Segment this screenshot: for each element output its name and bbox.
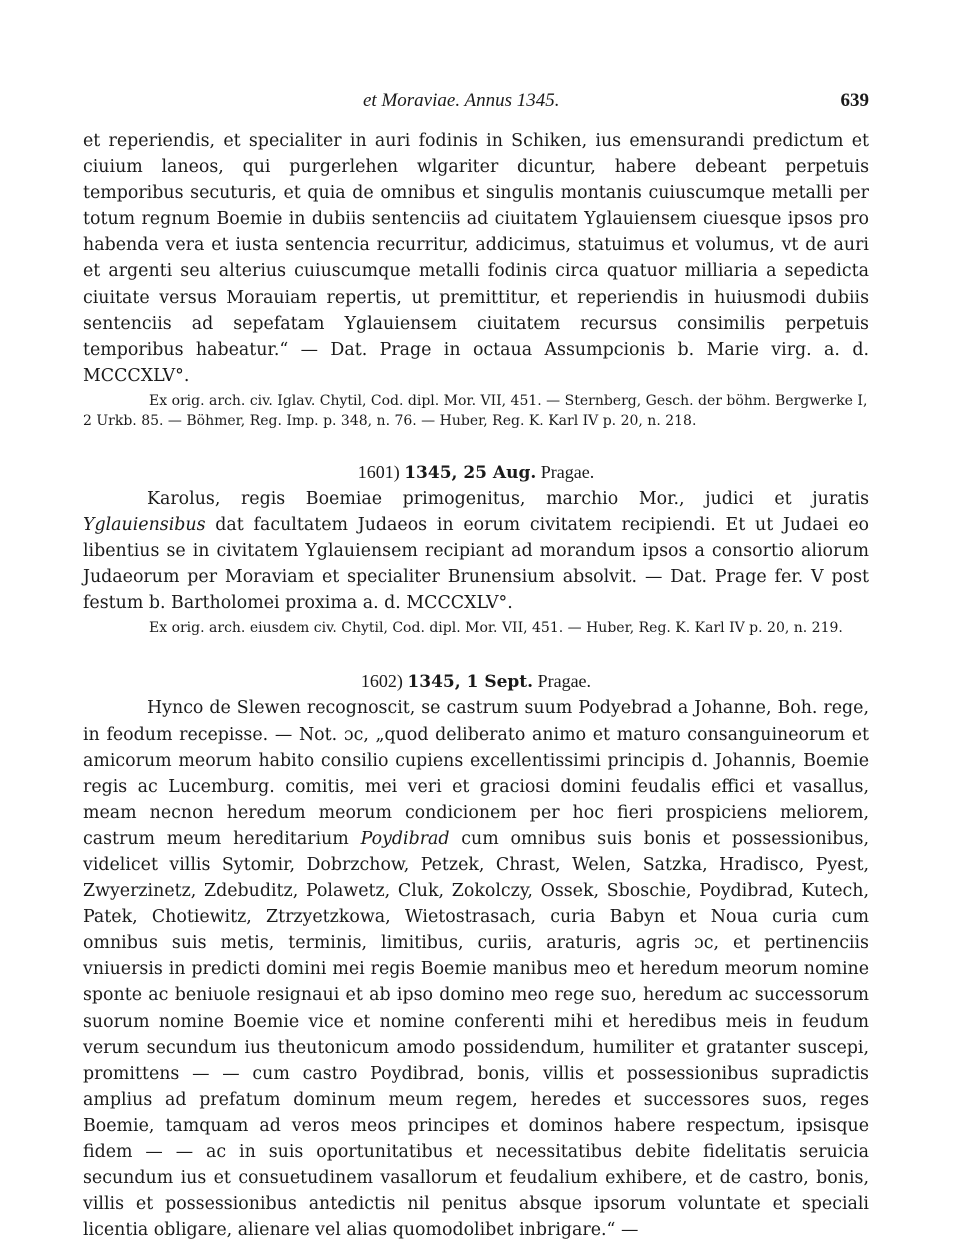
text-segment: Hynco de Slewen recognoscit, se castrum suum Podyebrad a Johanne, Boh. rege, in feodum recepisse. — Not. ɔc, „quod deliberato animo et maturo consanguineorum et amicorum meorum habito consilio cupiens excellentissimi principis d. Johannis, Boemie regis ac Lucemburg. comitis, mei veri et graciosi domini feudalis effici et vasallus, meam necnon heredum meorum condicionem per hoc fieri prospiciens meliorem, castrum meum hereditarium: [83, 698, 869, 849]
document-1600-source: [83, 391, 869, 431]
italic-term: Yglauiensibus: [83, 515, 206, 536]
document-date: 1345, 1 Sept.: [407, 672, 534, 693]
document-1601-source: [83, 618, 869, 638]
document-1602-text: [83, 695, 869, 1243]
italic-term: Poydibrad: [360, 828, 450, 849]
document-number: 1602): [360, 671, 403, 692]
text-segment: dat facultatem Judaeos in eorum civitatem recipiendi. Et ut Judaei eo libentius se in civitatem Yglauiensem recipiant ad morandum ipsos a consortio aliorum Judaeorum per Moraviam et specialiter Brunensium absolvit. — Dat. Prage fer. V post festum b. Bartholomei proxima a. d. MCCCXLV°.: [83, 515, 869, 614]
running-title: et Moraviae. Annus 1345.: [363, 90, 560, 111]
source-line: Ex orig. arch. civ. Iglav. Chytil, Cod. dipl. Mor. VII, 451. — Sternberg, Gesch. der böhm. Bergwerke I,: [149, 392, 868, 409]
document-1601-text: [83, 486, 869, 616]
document-1602-heading: [83, 668, 869, 695]
document-place: Pragae.: [540, 461, 595, 482]
source-line: 2 Urkb. 85. — Böhmer, Reg. Imp. p. 348, n. 76. — Huber, Reg. K. Karl IV p. 20, n. 218.: [83, 412, 697, 429]
source-line: Ex orig. arch. eiusdem civ. Chytil, Cod. dipl. Mor. VII, 451. — Huber, Reg. K. Karl IV p. 20, n. 219.: [149, 620, 843, 637]
document-1600-text: et reperiendis, et specialiter in auri fodinis in Schiken, ius emensurandi predictum et ciuium laneos, qui purgerlehen wlgariter dicuntur, habere debeant perpetuis temporibus secuturis, et quia de omnibus et singulis montanis cuiuscumque metalli per totum regnum Boemie in dubiis sentenciis ad ciuitatem Yglauiensem ciuesque ipsos pro habenda vera et iusta sentencia recurritur, addicimus, statuimus et volumus, vt de auri et argenti seu alterius cuiuscumque metalli fodinis circa quatuor milliaria a sepedicta ciuitate versus Morauiam repertis, ut premittitur, et reperiendis in huiusmodi dubiis sentenciis ad sepefatam Yglauiensem ciuitatem recursus consimilis perpetuis temporibus habeatur.“ — Dat. Prage in octaua Assumpcionis b. Marie virg. a. d. MCCCXLV°.: [83, 131, 869, 386]
text-segment: Karolus, regis Boemiae primogenitus, marchio Mor., judici et juratis: [147, 488, 869, 509]
page-number: 639: [840, 90, 869, 111]
document-date: 1345, 25 Aug.: [404, 462, 537, 483]
document-number: 1601): [357, 461, 400, 482]
running-head: [83, 90, 869, 116]
document-page: [83, 90, 869, 1243]
text-segment: cum omnibus suis bonis et possessionibus, videlicet villis Sytomir, Dobrzchow, Petzek, Chrast, Welen, Satzka, Hradisco, Pyest, Zwyerzinetz, Zdebuditz, Polawetz, Cluk, Zokolczy, Ossek, Sboschie, Poydibrad, Kutech, Patek, Chotiewitz, Ztrzyetzkowa, Wietostrasach, curia Babyn et Noua curia cum omnibus suis metis, terminis, limitibus, curiis, araturis, agris ɔc, et pertinenciis vniuersis in predicti domini mei regis Boemie manibus meo et heredum meorum nomine sponte ac beniuole resignaui et ab ipso domino meo rege suo, heredum ac successorum suorum nomine Boemie vice et nomine conferenti mihi et heredibus meis in feudum verum secundum ius theutonicum amodo possidendum, humiliter et gratanter suscepi, promittens — — cum castro Poydibrad, bonis, villis et possessionibus supradictis amplius ad prefatum dominum meum regem, heredes et successores suos, reges Boemie, tamquam ad veros meos principes et dominos habere respectum, ipsisque fidem — — ac in suis oportunitatibus et necessitatibus debite fidelitatis seruicia secundum ius et consuetudinem vasallorum et feudalium exhibere, et de castro, bonis, villis et possessionibus antedictis nil penitus absque ipsorum voluntate et speciali licentia obligare, alienare vel alias quomodolibet inbrigare.“ —: [83, 828, 869, 1241]
document-1601-heading: [83, 459, 869, 486]
document-place: Pragae.: [537, 671, 592, 692]
